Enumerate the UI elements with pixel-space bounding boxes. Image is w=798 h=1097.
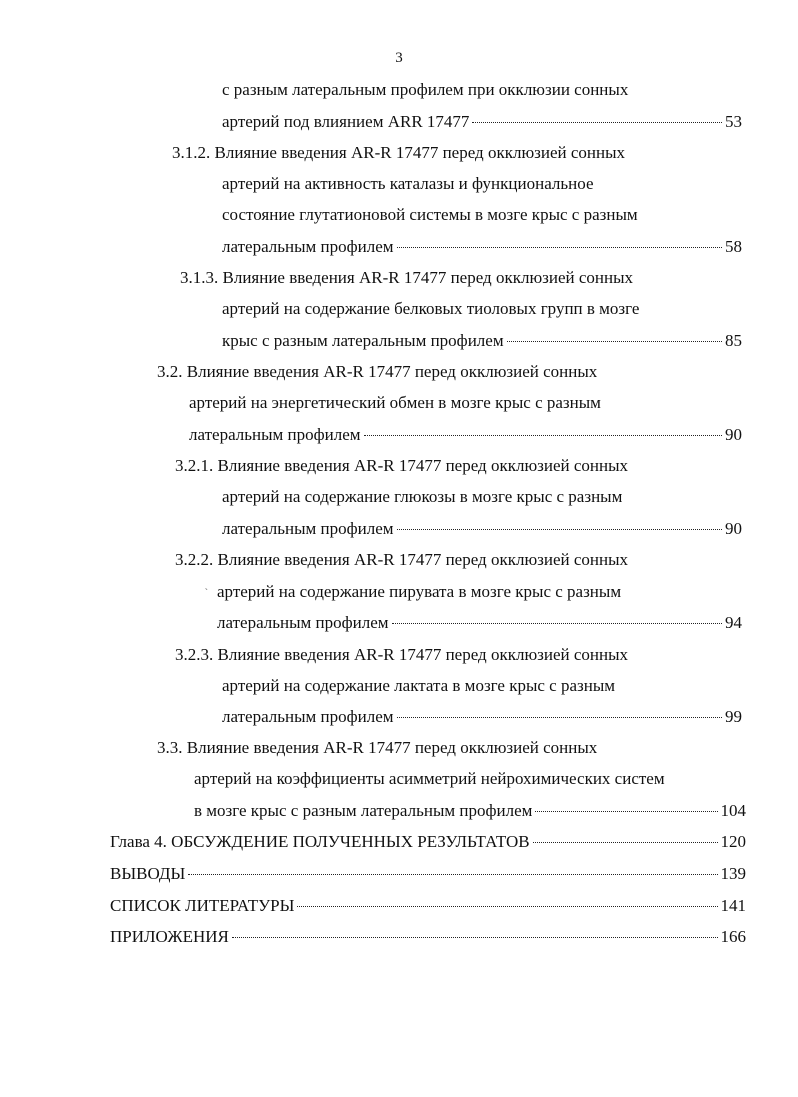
- toc-line: артерий на коэффициенты асимметрий нейрохимических систем: [194, 769, 665, 788]
- toc-page-number: 58: [725, 237, 742, 256]
- toc-line: 3.2.3. Влияние введения AR-R 17477 перед окклюзией сонных: [175, 645, 629, 664]
- toc-entry-title: латеральным профилем: [222, 707, 394, 726]
- toc-line: 3.2.2. Влияние введения AR-R 17477 перед окклюзией сонных: [175, 550, 629, 569]
- toc-page-number: 90: [725, 519, 742, 538]
- toc-line: артерий на содержание пирувата в мозге крыс с разным: [217, 582, 622, 601]
- dot-leader: [507, 341, 722, 342]
- toc-line: артерий на энергетический обмен в мозге крыс с разным: [189, 393, 601, 412]
- toc-entry-title: ПРИЛОЖЕНИЯ: [110, 927, 229, 946]
- toc-line: артерий на содержание глюкозы в мозге крыс с разным: [222, 487, 623, 506]
- toc-entry-title: ВЫВОДЫ: [110, 864, 186, 883]
- toc-entry-title: латеральным профилем: [217, 613, 389, 632]
- toc-page-number: 94: [725, 613, 742, 632]
- toc-line: артерий на активность каталазы и функциональное: [222, 174, 594, 193]
- toc-entry[interactable]: [110, 894, 746, 918]
- dot-leader: [232, 937, 718, 938]
- page-number: 3: [395, 50, 403, 66]
- toc-page-number: 90: [725, 425, 742, 444]
- toc-entry[interactable]: [222, 517, 742, 541]
- dot-leader: [397, 247, 722, 248]
- toc-page-number: 166: [720, 927, 746, 946]
- toc-entry-title: в мозге крыс с разным латеральным профилем: [194, 801, 533, 820]
- dot-leader: [397, 529, 722, 530]
- toc-page-number: 104: [720, 801, 746, 820]
- toc-line: состояние глутатионовой системы в мозге крыс с разным: [222, 205, 638, 224]
- toc-entry-title: Глава 4. ОБСУЖДЕНИЕ ПОЛУЧЕННЫХ РЕЗУЛЬТАТОВ: [110, 832, 530, 851]
- toc-entry-title: СПИСОК ЛИТЕРАТУРЫ: [110, 896, 295, 915]
- toc-entry[interactable]: [222, 705, 742, 729]
- toc-page-number: 99: [725, 707, 742, 726]
- dot-leader: [397, 717, 722, 718]
- toc-entry[interactable]: [222, 235, 742, 259]
- toc-entry[interactable]: [194, 799, 746, 823]
- toc-entry-title: латеральным профилем: [222, 519, 394, 538]
- dot-leader: [188, 874, 717, 875]
- toc-line: артерий на содержание белковых тиоловых групп в мозге: [222, 299, 640, 318]
- toc-entry[interactable]: [217, 611, 742, 635]
- toc-entry-title: латеральным профилем: [222, 237, 394, 256]
- toc-page-number: 53: [725, 112, 742, 131]
- toc-page-number: 120: [720, 832, 746, 851]
- toc-entry[interactable]: [189, 423, 742, 447]
- toc-entry[interactable]: [222, 329, 742, 353]
- toc-entry[interactable]: [110, 862, 746, 886]
- toc-line: артерий на содержание лактата в мозге крыс с разным: [222, 676, 616, 695]
- toc-line: 3.1.2. Влияние введения AR-R 17477 перед окклюзией сонных: [172, 143, 626, 162]
- toc-entry[interactable]: [110, 830, 746, 854]
- dot-leader: [533, 842, 718, 843]
- dot-leader: [472, 122, 722, 123]
- toc-entry[interactable]: [110, 925, 746, 949]
- toc-entry[interactable]: [222, 110, 742, 134]
- toc-line: 3.1.3. Влияние введения AR-R 17477 перед окклюзией сонных: [180, 268, 634, 287]
- dot-leader: [392, 623, 722, 624]
- toc-line: 3.2.1. Влияние введения AR-R 17477 перед окклюзией сонных: [175, 456, 629, 475]
- toc-line: 3.2. Влияние введения AR-R 17477 перед окклюзией сонных: [157, 362, 598, 381]
- toc-entry-title: артерий под влиянием ARR 17477: [222, 112, 470, 131]
- toc-entry-title: крыс с разным латеральным профилем: [222, 331, 504, 350]
- toc-entry-title: латеральным профилем: [189, 425, 361, 444]
- dot-leader: [535, 811, 717, 812]
- toc-page-number: 141: [720, 896, 746, 915]
- toc-line: 3.3. Влияние введения AR-R 17477 перед окклюзией сонных: [157, 738, 598, 757]
- dot-leader: [364, 435, 722, 436]
- toc-line: с разным латеральным профилем при окклюзии сонных: [222, 80, 629, 99]
- toc-page-number: 85: [725, 331, 742, 350]
- dot-leader: [297, 906, 717, 907]
- toc-page-number: 139: [720, 864, 746, 883]
